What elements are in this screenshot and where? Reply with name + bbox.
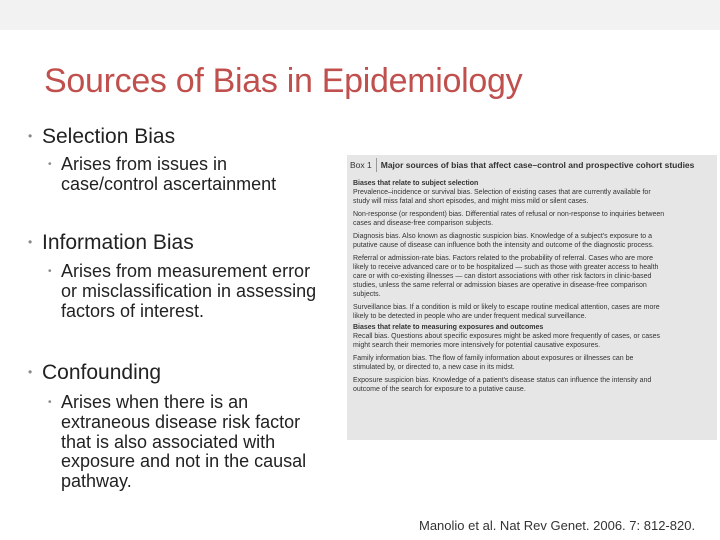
box-line: putative cause of disease can influence both the intensity and outcome of the diagnostic process. [353,242,654,249]
bullet-label: Information Bias [42,231,194,254]
box-line: likely to receive advanced care or to be hospitalized — such as those with greater access to health [353,264,659,271]
sub-bullet-line: or misclassification in assessing [61,280,317,301]
box-line: Biases that relate to measuring exposures and outcomes [353,324,544,331]
box-label: Box 1 [350,158,377,172]
box-line: study will miss fatal and short episodes, and might miss mild or silent cases. [353,198,589,205]
box-line: Referral or admission-rate bias. Factors related to the probability of referral. Cases who are more [353,255,653,262]
box-line: Surveillance bias. If a condition is mild or likely to escape routine medical attention, cases are more [353,304,660,311]
sub-bullet-line: Arises from measurement error [61,261,311,281]
bullet-dot-icon: • [28,365,33,379]
box-line: Exposure suspicion bias. Knowledge of a patient's disease status can influence the intensity and [353,377,652,384]
sub-bullet-line: Arises when there is an [61,392,249,412]
box-line: Biases that relate to subject selection [353,180,479,187]
box-header [350,158,714,172]
bullet-dot-icon: • [48,397,52,408]
sub-bullet-line: exposure and not in the causal [61,451,307,472]
box-line: care or with co-existing illnesses — can distort associations with other risk factors in clinic-based [353,273,652,280]
box-line: Family information bias. The flow of family information about exposures or illnesses can be [353,355,634,362]
slide-title: Sources of Bias in Epidemiology [44,62,523,100]
box-line: might search their memories more intensively for potential causative exposures. [353,342,601,349]
sub-bullet-line: that is also associated with [61,431,276,452]
box-line: Diagnosis bias. Also known as diagnostic suspicion bias. Knowledge of a subject's exposure to a [353,233,653,240]
bullet-selection-bias [28,125,176,148]
box-line: cases and disease-free comparison subjects. [353,220,494,227]
box-body [353,177,713,394]
bullet-dot-icon: • [48,266,52,277]
sub-bullet-line: case/control ascertainment [61,173,277,194]
sub-bullet-information [48,261,351,321]
box-line: outcome of the search for exposure to a putative cause. [353,386,526,393]
bullet-label: Confounding [42,361,162,384]
sub-bullet-line: factors of interest. [61,300,205,321]
bullet-dot-icon: • [28,129,33,143]
bullet-information-bias [28,231,194,254]
box-line: Prevalence–incidence or survival bias. Selection of existing cases that are currently available for [353,189,651,196]
box-line: stimulated by, or directed to, a new case in its midst. [353,364,515,371]
bullet-dot-icon: • [48,159,52,170]
sub-bullet-confounding [48,392,351,492]
bullet-confounding [28,361,162,384]
sub-bullet-line: extraneous disease risk factor [61,411,301,432]
citation: Manolio et al. Nat Rev Genet. 2006. 7: 812-820. [419,518,696,533]
box-title: Major sources of bias that affect case–control and prospective cohort studies [380,160,695,170]
bias-box-figure [347,155,717,440]
box-line: studies, unless the same referral or admission biases are operative in disease-free comparison [353,282,647,289]
bullet-label: Selection Bias [42,125,176,148]
bullet-dot-icon: • [28,235,33,249]
box-line: Non-response (or respondent) bias. Differential rates of refusal or non-response to inquiries between [353,211,665,218]
sub-bullet-line: Arises from issues in [61,154,228,174]
sub-bullet-line: pathway. [61,471,132,492]
box-line: likely to be detected in people who are under frequent medical surveillance. [353,313,587,320]
sub-bullet-selection [48,154,351,195]
box-line: Recall bias. Questions about specific exposures might be asked more frequently of cases, or cases [353,333,660,340]
box-line: subjects. [353,291,381,298]
